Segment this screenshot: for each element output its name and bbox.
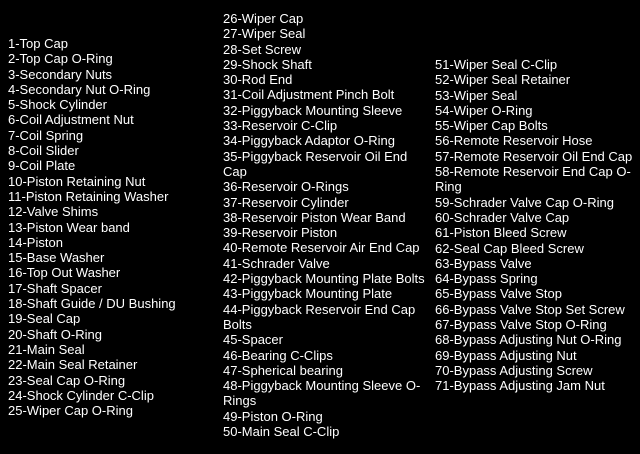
part-list-item: 65-Bypass Valve Stop (435, 286, 562, 302)
part-list-item: 61-Piston Bleed Screw (435, 225, 567, 241)
part-list-item: 3-Secondary Nuts (8, 66, 113, 82)
part-list-item: 30-Rod End (223, 72, 293, 88)
part-list-item: 26-Wiper Cap (223, 11, 304, 26)
part-list-item: 2-Top Cap O-Ring (8, 51, 113, 67)
part-list-item: 13-Piston Wear band (8, 219, 130, 235)
part-list-item: 71-Bypass Adjusting Jam Nut (435, 378, 605, 394)
part-list-item: 23-Seal Cap O-Ring (8, 372, 126, 388)
part-list-item: 69-Bypass Adjusting Nut (435, 347, 577, 363)
part-list-item: 51-Wiper Seal C-Clip (435, 57, 558, 72)
part-list-item: 12-Valve Shims (8, 204, 99, 220)
part-list-item: 28-Set Screw (223, 41, 302, 57)
part-list-item: 52-Wiper Seal Retainer (435, 72, 571, 88)
part-list-item: 64-Bypass Spring (435, 271, 538, 287)
part-list-item: 16-Top Out Washer (8, 265, 121, 281)
part-list-item: 42-Piggyback Mounting Plate Bolts (223, 271, 425, 287)
part-list-item: 14-Piston (8, 234, 63, 250)
part-list-item: 50-Main Seal C-Clip (223, 424, 340, 440)
part-list-item: 21-Main Seal (8, 341, 85, 357)
part-list-item: 38-Reservoir Piston Wear Band (223, 209, 406, 225)
part-list-item: 45-Spacer (223, 332, 283, 348)
part-list-item: 48-Piggyback Mounting Sleeve O-Rings (223, 378, 421, 409)
part-list-item: 1-Top Cap (8, 36, 68, 51)
part-list-item: 49-Piston O-Ring (223, 408, 323, 424)
part-list-item: 56-Remote Reservoir Hose (435, 133, 593, 149)
part-list-item: 70-Bypass Adjusting Screw (435, 362, 593, 378)
part-list-item: 47-Spherical bearing (223, 362, 343, 378)
part-list-item: 4-Secondary Nut O-Ring (8, 81, 151, 97)
part-list-item: 60-Schrader Valve Cap (435, 209, 570, 225)
part-list-item: 35-Piggyback Reservoir Oil End Cap (223, 148, 408, 179)
part-list-item: 41-Schrader Valve (223, 255, 330, 271)
part-list-item: 53-Wiper Seal (435, 87, 518, 103)
part-list-item: 62-Seal Cap Bleed Screw (435, 240, 584, 256)
part-list-item: 40-Remote Reservoir Air End Cap (223, 240, 420, 256)
part-list-item: 43-Piggyback Mounting Plate (223, 286, 393, 302)
part-list-item: 59-Schrader Valve Cap O-Ring (435, 194, 614, 210)
part-list-item: 15-Base Washer (8, 250, 105, 266)
part-list-item: 67-Bypass Valve Stop O-Ring (435, 317, 607, 333)
part-list-item: 29-Shock Shaft (223, 56, 312, 72)
part-list-item: 46-Bearing C-Clips (223, 347, 333, 363)
parts-column-1 (8, 36, 218, 418)
part-list-item: 7-Coil Spring (8, 127, 84, 143)
part-list-item: 5-Shock Cylinder (8, 97, 107, 113)
part-list-item: 19-Seal Cap (8, 311, 81, 327)
part-list-item: 17-Shaft Spacer (8, 280, 102, 296)
part-list-item: 27-Wiper Seal (223, 26, 306, 42)
part-list-item: 9-Coil Plate (8, 158, 76, 174)
part-list-item: 10-Piston Retaining Nut (8, 173, 146, 189)
part-list-item: 6-Coil Adjustment Nut (8, 112, 134, 128)
part-list-item: 44-Piggyback Reservoir End Cap Bolts (223, 301, 416, 332)
part-list-item: 33-Reservoir C-Clip (223, 118, 338, 134)
part-list-item: 18-Shaft Guide / DU Bushing (8, 296, 176, 312)
part-list-item: 58-Remote Reservoir End Cap O-Ring (435, 164, 631, 195)
parts-column-2 (223, 11, 429, 439)
part-list-item: 66-Bypass Valve Stop Set Screw (435, 301, 625, 317)
part-list-item: 25-Wiper Cap O-Ring (8, 403, 133, 419)
part-list-item: 57-Remote Reservoir Oil End Cap (435, 148, 633, 164)
parts-column-3 (435, 57, 635, 394)
part-list-item: 68-Bypass Adjusting Nut O-Ring (435, 332, 622, 348)
part-list-item: 63-Bypass Valve (435, 255, 532, 271)
part-list-item: 32-Piggyback Mounting Sleeve (223, 102, 403, 118)
part-list-item: 36-Reservoir O-Rings (223, 179, 349, 195)
part-list-item: 34-Piggyback Adaptor O-Ring (223, 133, 395, 149)
part-list-item: 22-Main Seal Retainer (8, 357, 138, 373)
part-list-item: 24-Shock Cylinder C-Clip (8, 387, 154, 403)
part-list-item: 11-Piston Retaining Washer (8, 188, 169, 204)
part-list-item: 55-Wiper Cap Bolts (435, 118, 548, 134)
part-list-item: 31-Coil Adjustment Pinch Bolt (223, 87, 395, 103)
part-list-item: 54-Wiper O-Ring (435, 102, 533, 118)
part-list-item: 39-Reservoir Piston (223, 225, 338, 241)
part-list-item: 37-Reservoir Cylinder (223, 194, 349, 210)
part-list-item: 20-Shaft O-Ring (8, 326, 102, 342)
part-list-item: 8-Coil Slider (8, 143, 79, 159)
